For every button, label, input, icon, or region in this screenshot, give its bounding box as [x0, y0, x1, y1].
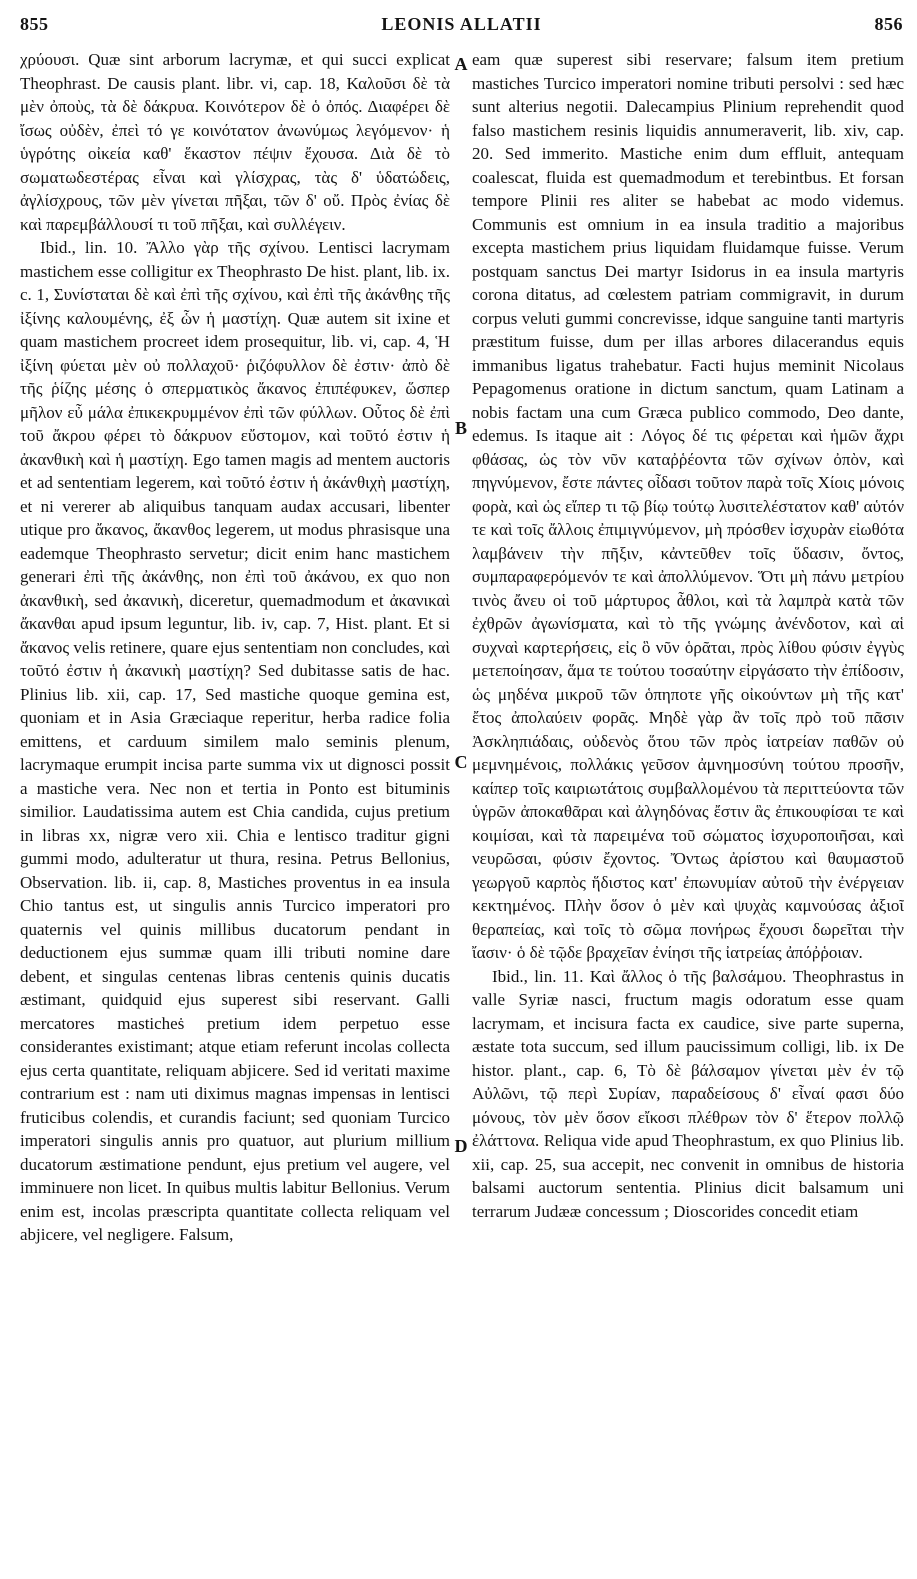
section-marker-d: D: [454, 1136, 468, 1156]
left-paragraph-1: χρύουσι. Quæ sint arborum lacrymæ, et qui succi explicat Theophrast. De causis plant. libr. vi, cap. 18, Καλοῦσι δὲ τὰ μὲν ὀποὺς, τὰ δὲ δάκρυα. Κοινότερον δὲ ὁ ὀπός. Διαφέρει δὲ ἴσως οὐδὲν, ἐπεὶ τό γε κοινότατον ἀνωνύμως λεγόμενον· ἡ ὑγρότης οἰκεία καθ' ἕκαστον πέψιν ἔχουσα. Διὰ δὲ τὸ σωματωδεστέρας εἶναι καὶ γλίσχρας, τὰς δ' ὑδατώδεις, ἀγλίσχρους, τῶν μὲν γίνεται πῆξαι, τῶν δ' οὔ. Πρὸς ἐνίας δὲ καὶ παρεμβάλλουσί τι τοῦ πῆξαι, καὶ συλλέγειν.: [20, 50, 450, 234]
running-head: LEONIS ALLATII: [381, 14, 542, 34]
section-marker-a: A: [454, 54, 468, 74]
page-header: [20, 14, 903, 38]
page-number-right: 856: [874, 14, 903, 34]
right-paragraph-1: eam quæ superest sibi reservare; falsum item pretium mastiches Turcico imperatori nomine tributi persolvi : sed hæc sunt alterius negotii. Dalecampius Plinium reprehendit quod falso mastichem resinis liquidis annumeraverit, lib. xiv, cap. 20. Sed immerito. Mastiche enim dum effluit, antequam coalescat, fluida est quemadmodum et terebintbus. Et forsan tempore Plinii res aliter se habebat ac modo videmus. Communis est omnium in ea insula traditio a majoribus excepta mastichem prius liquidam fluidamque fuisse. Verum postquam sanctus Dei martyr Isidorus in ea insula martyris corona ditatus, ad cœlestem patriam commigravit, in durum corpus veluti gummi concrevisse, idque sanguine tanti martyris præstitum fuisse, dum per illas arbores dilacerandus equis immanibus ligatus trahebatur. Facti hujus meminit Nicolaus Pepagomenus oratione in dictum sanctum, quam Latinam a nobis factam una cum Græca publico commodo, Deo dante, edemus. Is itaque ait : Λόγος δέ τις φέρεται καὶ ἡμῶν ἄχρι φθάσας, ὡς τὸν νῦν καταῤῥέοντα τῶν σχίνων ὀπὸν, καὶ πηγνύμενον, ἔστε πάντες οἶδασι τοῦτον παρὰ τοῖς Χίοις μόνοις φορὰ, καὶ ὡς εἴπερ τι τῷ βίῳ τούτῳ λυσιτελέστατον καθ' αὑτόν τε καὶ τοῖς ἄλλοις ἐπιμιγνύμενον, μὴ πρόσθεν ἰσχυρὰν εἰωθότα λαμβάνειν τὴν πῆξιν, κἀντεῦθεν τοῖς ὕδασιν, ὄντος, συμπαραφερόμενόν τε καὶ ἀπολλύμενον. Ὅτι μὴ πάνυ μετρίου τινὸς ἄνευ οἱ τοῦ μάρτυρος ἆθλοι, καὶ τὰ λαμπρὰ κατὰ τῶν ἐχθρῶν ἀγωνίσματα, καὶ τὸ τῆς γνώμης ἀνένδοτον, καὶ αἱ συχναὶ καρτερήσεις, εἰς ὃ νῦν ὁρᾶται, πρὸς λίθου φύσιν ἐγγὺς μετεποίησαν, ἅμα τε τούτου τοσαύτην εἰργάσατο τὴν ἐπίδοσιν, ὡς μηδένα μικροῦ τῶν ὁπηποτε γῆς οἰκούντων μὴ τῆς κατ' ἔτος ἀπολαύειν φορᾶς. Μηδὲ γὰρ ἂν τοῖς πρὸ τοῦ πᾶσιν Ἀσκληπιάδαις, οὐδενὸς ὅτου τῶν πρὸς ἰατρείαν παθῶν οὐ μεμνημένοις, πολλάκις γεῦσον ἀμνημοσύνη τούτου προσῆν, καίπερ τοῖς καιριωτάτοις συμβαλλομένου τὰ περιττεύοντα τῶν ὑγρῶν ἀποκαθᾶραι καὶ ἀλγηδόνας ἔστιν ἃς ἐπικουφίσαι τε καὶ κοιμίσαι, καὶ τὰ παρειμένα τοῦ σώματος ἰσχυροποιῆσαι, καὶ νευρῶσαι, φύσιν ἔχοντος. Ὄντως ἀρίστου καὶ θαυμαστοῦ γεωργοῦ καρπὸς ἥδιστος κατ' ἐπωνυμίαν αὐτοῦ τὴν ἐνέργειαν κεκτημένος. Πλὴν ὅσον ὁ μὲν καὶ ψυχὰς καμνούσας ἀξιοῖ θεραπείας, καὶ τοῖς τὸ σῶμα πονήρως ἔχουσι δωρεῖται τὴν ἴασιν· ὁ δὲ τῷδε βραχεῖαν ἐνίησι τῆς ἰατρείας ἀπόῤῥοιαν.: [472, 50, 904, 962]
section-marker-b: B: [454, 418, 467, 438]
left-paragraph-2: Ibid., lin. 10. Ἄλλο γὰρ τῆς σχίνου. Lentisci lacrymam mastichem esse colligitur ex Theophrasto De hist. plant, lib. ix. c. 1, Συνίσταται δὲ καὶ ἐπὶ τῆς σχίνου, καὶ ἐπὶ τῆς ἀκάνθης τῆς ἰξίνης καλουμένης, ἐξ ὧν ἡ μαστίχη. Quæ autem sit ixine et quam mastichem procreet idem prosequitur, lib. vi, cap. 4, Ἡ ἰξίνη φύεται μὲν οὐ πολλαχοῦ· ῥιζόφυλλον δὲ ἐστιν· ἀπὸ δὲ τῆς ῥίζης μέσης ὁ σπερματικὸς ἄκανος ἐπιπέφυκεν, ὥσπερ μῆλον εὖ μάλα ἐπικεκρυμμένον ἐπὶ τῶν φύλλων. Οὗτος δὲ ἐπὶ τοῦ ἄκρου φέρει τὸ δάκρυον εὔστομον, καὶ τοῦτό ἐστιν ἡ ἀκανθικὴ καὶ ἡ μαστίχη. Ego tamen magis ad mentem auctoris et ad sententiam legerem, καὶ τοῦτό ἐστιν ἡ ἀκάνθιχὴ μαστίχη, et ni vererer ab aliquibus tanquam audax accusari, libenter utique pro ἄκανος, ἄκανθος legerem, ut modus phrasisque una eademque Theophrasto servetur; dicit enim hanc mastichem generari ἐπὶ τῆς ἀκάνθης, non ἐπὶ τοῦ ἀκάνου, ex quo non ἀκανθικὴ, sed ἀκανικὴ, diceretur, quemadmodum et ἀκανικαὶ ἄκανθαι apud ipsum leguntur, lib. iv, cap. 7, Hist. plant. Et si ἄκανος velis retinere, quare ejus sententiam non concludes, καὶ τοῦτό ἐστιν ἡ ἀκανικὴ μαστίχη? Sed dubitasse satis de hac. Plinius lib. xii, cap. 17, Sed mastiche quoque gemina est, quoniam et in Asia Græciaque reperitur, herba radice folia emittens, et carduum similem malo seminis plenum, lacrymaque erumpit incisa parte summa vix ut dignosci possit a mastiche vera. Nec non et tertia in Ponto est bituminis similior. Laudatissima autem est Chia candida, cujus pretium in libras xx, nigræ vero xii. Chia e lentisco traditur gigni gummi modo, adulteratur ut thura, resina. Petrus Bellonius, Observation. lib. ii, cap. 8, Mastiches proventus in ea insula Chio tantus est, ut singulis annis Turcico imperatori pro quaternis vel quinis millibus ducatorum pendant in deductionem ejus summæ quam illi tributi nomine dare debent, et singulas centenas libras centenis quinis ducatis æstimant, quidquid ejus superest sibi reservant. Galli mercatores masticheṡ pretium idem perpetuo esse considerantes existimant; atque etiam referunt incolas collecta ejus certa quantitate, reliquam abjicere. Sed id veritati maxime contrarium est : nam uti diximus magnas impensas in lentisci fruticibus colendis, et curandis faciunt; sed quoniam Turcico imperatori singulis annis pro quatuor, aut plurium millium ducatorum æstimatione pendunt, ejus pretium vel augere, vel imminuere non licet. In quibus multis labitur Bellonius. Verum enim est, incolas præscripta quantitate collecta reliquam vel abjicere, vel negligere. Falsum,: [20, 238, 450, 1244]
left-column: [20, 48, 450, 1568]
right-column: [472, 48, 904, 1568]
right-paragraph-2: Ibid., lin. 11. Καὶ ἄλλος ὁ τῆς βαλσάμου. Theophrastus in valle Syriæ nasci, fructum magis odoratum esse quam lacrymam, et incisura facta ex caudice, sive parte superna, æstate tota succum, sed illum paucissimum colligi, lib. ix De histor. plant., cap. 6, Τὸ δὲ βάλσαμον γίνεται μὲν ἐν τῷ Αὐλῶνι, τῷ περὶ Συρίαν, παραδείσους δ' εἶναί φασι δύο μόνους, τὸν μὲν ὅσον εἴκοσι πλέθρων τὸν δ' ἕτερον πολλῷ ἐλάττονα. Reliqua vide apud Theophrastum, ex quo Plinius lib. xii, cap. 25, sua accepit, nec convenit in omnibus de historia balsami auctorum sententia. Plinius dicit balsamum uni terrarum Judææ concessum ; Dioscorides concedit etiam: [472, 966, 904, 1221]
section-marker-c: C: [454, 752, 468, 772]
page-number-left: 855: [20, 14, 49, 34]
